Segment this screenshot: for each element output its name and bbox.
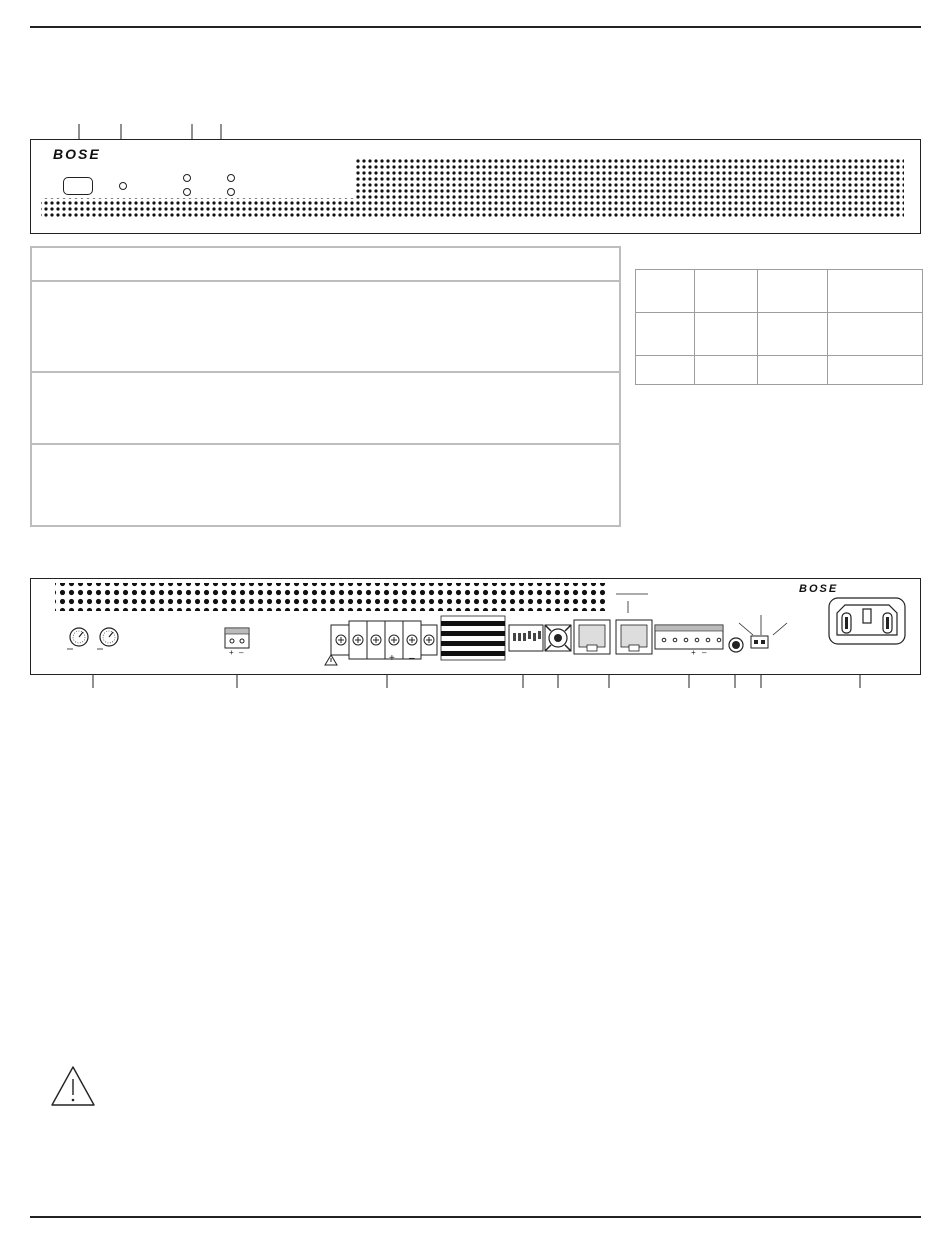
control-minus-label: – xyxy=(702,648,707,657)
control-connector xyxy=(655,625,723,649)
rear-status-leds xyxy=(739,615,787,648)
rear-panel xyxy=(30,578,921,675)
spec-table xyxy=(635,269,923,385)
network-bracket xyxy=(616,594,648,613)
table-cell xyxy=(695,313,758,356)
network-port-1 xyxy=(574,620,610,654)
table-cell xyxy=(828,356,923,385)
table-cell xyxy=(758,270,828,313)
info-section-1 xyxy=(30,280,621,373)
aux-minus-label: – xyxy=(239,648,244,657)
table-cell xyxy=(828,270,923,313)
table-row xyxy=(636,313,923,356)
rear-panel-drawing xyxy=(31,579,922,676)
table-cell xyxy=(636,313,695,356)
info-section-header xyxy=(30,246,621,282)
caution-mini-icon xyxy=(325,655,337,665)
front-panel xyxy=(30,139,921,234)
table-row xyxy=(636,356,923,385)
front-brand-logo: BOSE xyxy=(53,146,101,162)
table-cell xyxy=(695,270,758,313)
dip-switch xyxy=(509,625,543,651)
table-cell xyxy=(695,356,758,385)
bottom-rule xyxy=(30,1216,921,1218)
rear-brand-logo: BOSE xyxy=(799,583,839,595)
table-cell xyxy=(758,356,828,385)
rotary-switch xyxy=(545,625,571,651)
gain-knob-1 xyxy=(67,628,88,649)
table-cell xyxy=(636,356,695,385)
info-section-3 xyxy=(30,443,621,527)
table-cell xyxy=(758,313,828,356)
info-section-2 xyxy=(30,371,621,445)
heatsink-block xyxy=(441,616,505,660)
network-port-2 xyxy=(616,620,652,654)
rear-callout-lines xyxy=(0,670,950,690)
terminal-minus-label: – xyxy=(409,653,415,664)
table-cell xyxy=(636,270,695,313)
control-plus-label: + xyxy=(691,648,696,657)
terminal-plus-label: + xyxy=(389,653,395,664)
warning-triangle-icon xyxy=(50,1065,96,1107)
reset-button xyxy=(729,638,743,652)
gain-knob-2 xyxy=(97,628,118,649)
rear-vent-grille xyxy=(55,583,607,611)
table-row xyxy=(636,270,923,313)
speaker-terminal-strip xyxy=(331,621,437,659)
aux-input-connector xyxy=(225,628,249,648)
iec-power-inlet-icon xyxy=(829,598,905,644)
front-vent-grille xyxy=(31,140,922,235)
aux-plus-label: + xyxy=(229,648,234,657)
table-cell xyxy=(828,313,923,356)
